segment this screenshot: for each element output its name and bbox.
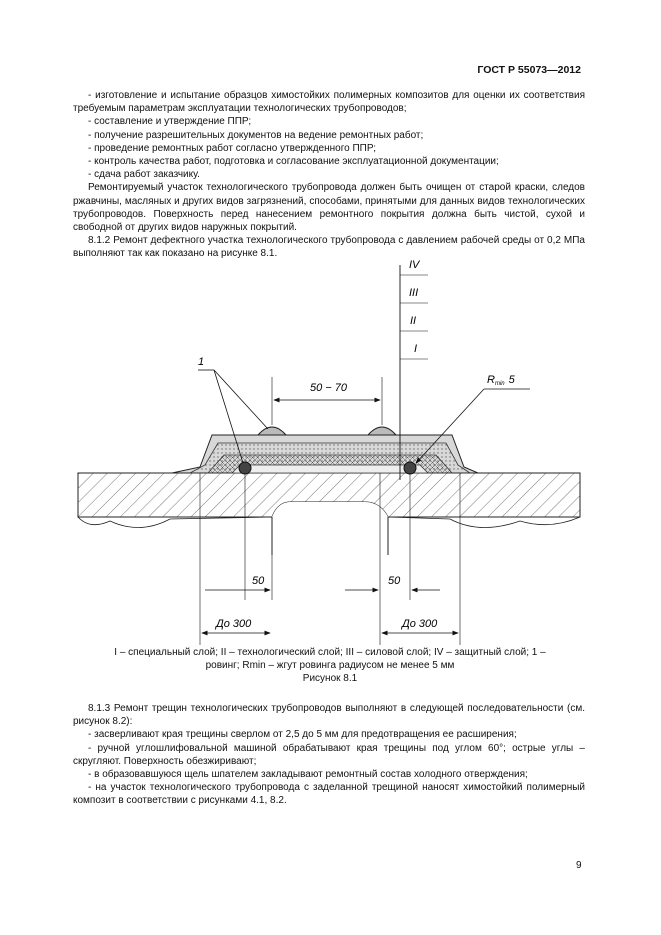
figure-title: Рисунок 8.1: [302, 673, 358, 684]
list-item: - ручной углошлифовальной машиной обрабатывают края трещины под углом 60°; острые углы – скругляют. Поверхность обезжиривают;: [73, 742, 585, 767]
list-item: - на участок технологического трубопровода с заделанной трещиной наносят химостойкий полимерный композит в соответствии с рисунками 4.1, 8.2.: [73, 782, 585, 807]
list-item: - получение разрешительных документов на ведение ремонтных работ;: [88, 129, 424, 141]
text-section-top: [73, 89, 585, 261]
roving-top-left: [258, 427, 286, 435]
layer-label-ii: II: [410, 315, 417, 327]
paragraph: 8.1.3 Ремонт трещин технологических трубопроводов выполняют в следующей последовательности (см. рисунок 8.2):: [73, 703, 585, 728]
dim-50-left: 50: [252, 575, 265, 587]
list-item: - составление и утверждение ППР;: [88, 116, 252, 128]
dim-50-right: 50: [388, 575, 401, 587]
paragraph: Ремонтируемый участок технологического трубопровода должен быть очищен от старой краски, следов ржавчины, масляных и других видов загрязнений, способами, принятыми для данных видов технологических трубопроводов. Поверхность перед нанесением ремонтного покрытия должна быть чистой, сухой и свободной от других видов наружных покрытий.: [73, 182, 585, 234]
dim-top-value: 50 − 70: [310, 382, 348, 394]
callout-1-leader: [214, 370, 268, 429]
paragraph: - изготовление и испытание образцов химостойких полимерных композитов для оценки их соответствия требуемым параметрам эксплуатации технологических трубопроводов;: [73, 90, 585, 115]
roving-base-right: [404, 462, 416, 474]
list-item: - засверливают края трещины сверлом от 2,5 до 5 мм для предотвращения ее расширения;: [88, 729, 517, 741]
list-item: - проведение ремонтных работ согласно утвержденного ППР;: [88, 142, 377, 154]
callout-1: 1: [198, 356, 205, 368]
dim-300-right: До 300: [402, 618, 438, 630]
list-item: - сдача работ заказчику.: [88, 169, 200, 181]
layer-label-i: I: [414, 343, 418, 355]
dim-300-left: До 300: [216, 618, 252, 630]
text-section-bottom: [73, 702, 585, 808]
document-code: ГОСТ Р 55073—2012: [477, 64, 581, 76]
roving-top-right: [368, 427, 396, 435]
defect-cavity: [272, 502, 388, 555]
figure-8-1: [0, 255, 661, 650]
figure-caption: [100, 646, 560, 685]
layer-label-iii: III: [409, 287, 419, 299]
roving-base-left: [239, 462, 251, 474]
figure-legend: I – специальный слой; II – технологический слой; III – силовой слой; IV – защитный слой; 1 – ровинг; Rmin – жгут ровинга радиусом не менее 5 мм: [114, 647, 546, 671]
layer-label-iv: IV: [409, 259, 420, 271]
repair-diagram: [0, 255, 661, 650]
rmin-label: Rmin 5: [487, 374, 515, 387]
page-number: 9: [576, 860, 582, 871]
list-item: - в образовавшуюся щель шпателем закладывают ремонтный состав холодного отверждения;: [88, 769, 528, 781]
paragraph: 8.1.2 Ремонт дефектного участка технологического трубопровода с давлением рабочей среды от 0,2 МПа выполняют так как показано на рисунке 8.1.: [73, 235, 585, 260]
list-item: - контроль качества работ, подготовка и согласование эксплуатационной документации;: [88, 156, 499, 168]
layer-i: [232, 465, 428, 473]
